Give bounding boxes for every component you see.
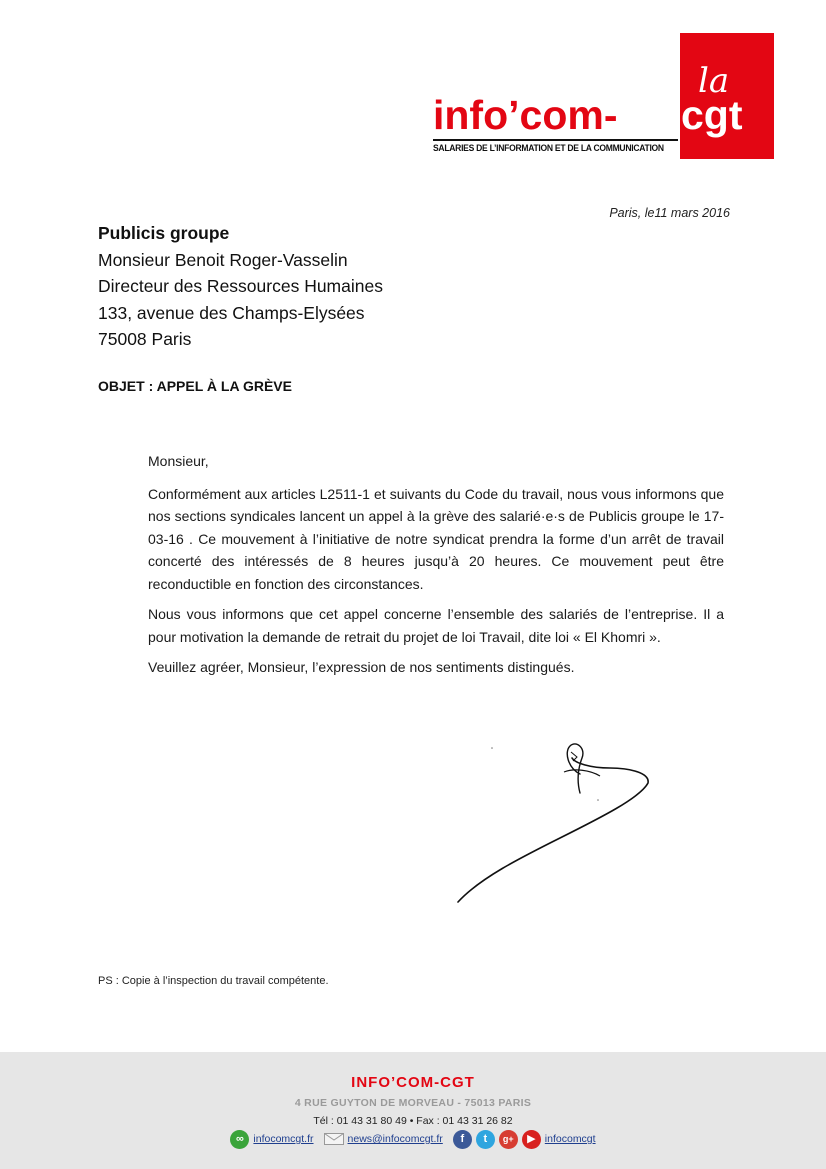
- mail-icon: [324, 1133, 344, 1145]
- footer-org-name: INFO’COM-CGT: [351, 1074, 475, 1091]
- facebook-icon[interactable]: f: [453, 1130, 472, 1149]
- logo-brand-accent: cgt: [681, 92, 743, 138]
- letter-date: Paris, le11 mars 2016: [609, 206, 730, 220]
- recipient-title: Directeur des Ressources Humaines: [98, 276, 383, 296]
- footer-address: 4 RUE GUYTON DE MORVEAU - 75013 PARIS: [294, 1097, 532, 1109]
- letter-paragraph-3: Veuillez agréer, Monsieur, l’expression de nos sentiments distingués.: [148, 659, 575, 675]
- google-plus-icon[interactable]: g+: [499, 1130, 518, 1149]
- handwritten-signature: [440, 738, 660, 913]
- twitter-icon[interactable]: t: [476, 1130, 495, 1149]
- footer-phone-fax: Tél : 01 43 31 80 49 • Fax : 01 43 31 26 82: [313, 1115, 513, 1127]
- logo-brand-main: info’com-: [433, 92, 618, 138]
- recipient-city: 75008 Paris: [98, 329, 192, 349]
- youtube-icon[interactable]: ▶: [522, 1130, 541, 1149]
- recipient-address: [98, 220, 383, 353]
- letter-paragraph-1: Conformément aux articles L2511-1 et suivants du Code du travail, nous vous informons que nos sections syndicales lancent un appel à la grève des salarié·e·s de Publicis groupe le 17-03-16 . Ce mouvement à l’initiative de notre syndicat prendra la forme d’un arrêt de travail concerté des intéressés de 8 heures jusqu’à 20 heures. Ce mouvement peut être reconductible en fonction des circonstances.: [148, 485, 724, 592]
- letter-salutation: Monsieur,: [148, 453, 209, 469]
- email-link[interactable]: news@infocomcgt.fr: [347, 1133, 443, 1145]
- logo-divider: [433, 139, 678, 141]
- footer-band: [0, 1052, 826, 1169]
- letter-paragraph-2: Nous vous informons que cet appel concerne l’ensemble des salariés de l’entreprise. Il a pour motivation la demande de retrait du projet de loi Travail, dite loi « El Khomri ».: [148, 606, 724, 645]
- website-link[interactable]: infocomcgt.fr: [253, 1133, 314, 1145]
- postscript: PS : Copie à l’inspection du travail compétente.: [98, 975, 329, 987]
- link-icon: ∞: [230, 1130, 249, 1149]
- social-handle-link[interactable]: infocomcgt: [544, 1133, 596, 1145]
- letter-subject: OBJET : APPEL À LA GRÈVE: [98, 378, 292, 394]
- logo-tagline: SALARIES DE L’INFORMATION ET DE LA COMMUNICATION: [433, 143, 664, 153]
- letter-body: [148, 450, 724, 687]
- recipient-company: Publicis groupe: [98, 223, 230, 243]
- recipient-name: Monsieur Benoit Roger-Vasselin: [98, 249, 348, 270]
- footer-links: [0, 1129, 826, 1149]
- logo-script-text: la: [698, 62, 730, 101]
- recipient-street: 133, avenue des Champs-Elysées: [98, 302, 365, 323]
